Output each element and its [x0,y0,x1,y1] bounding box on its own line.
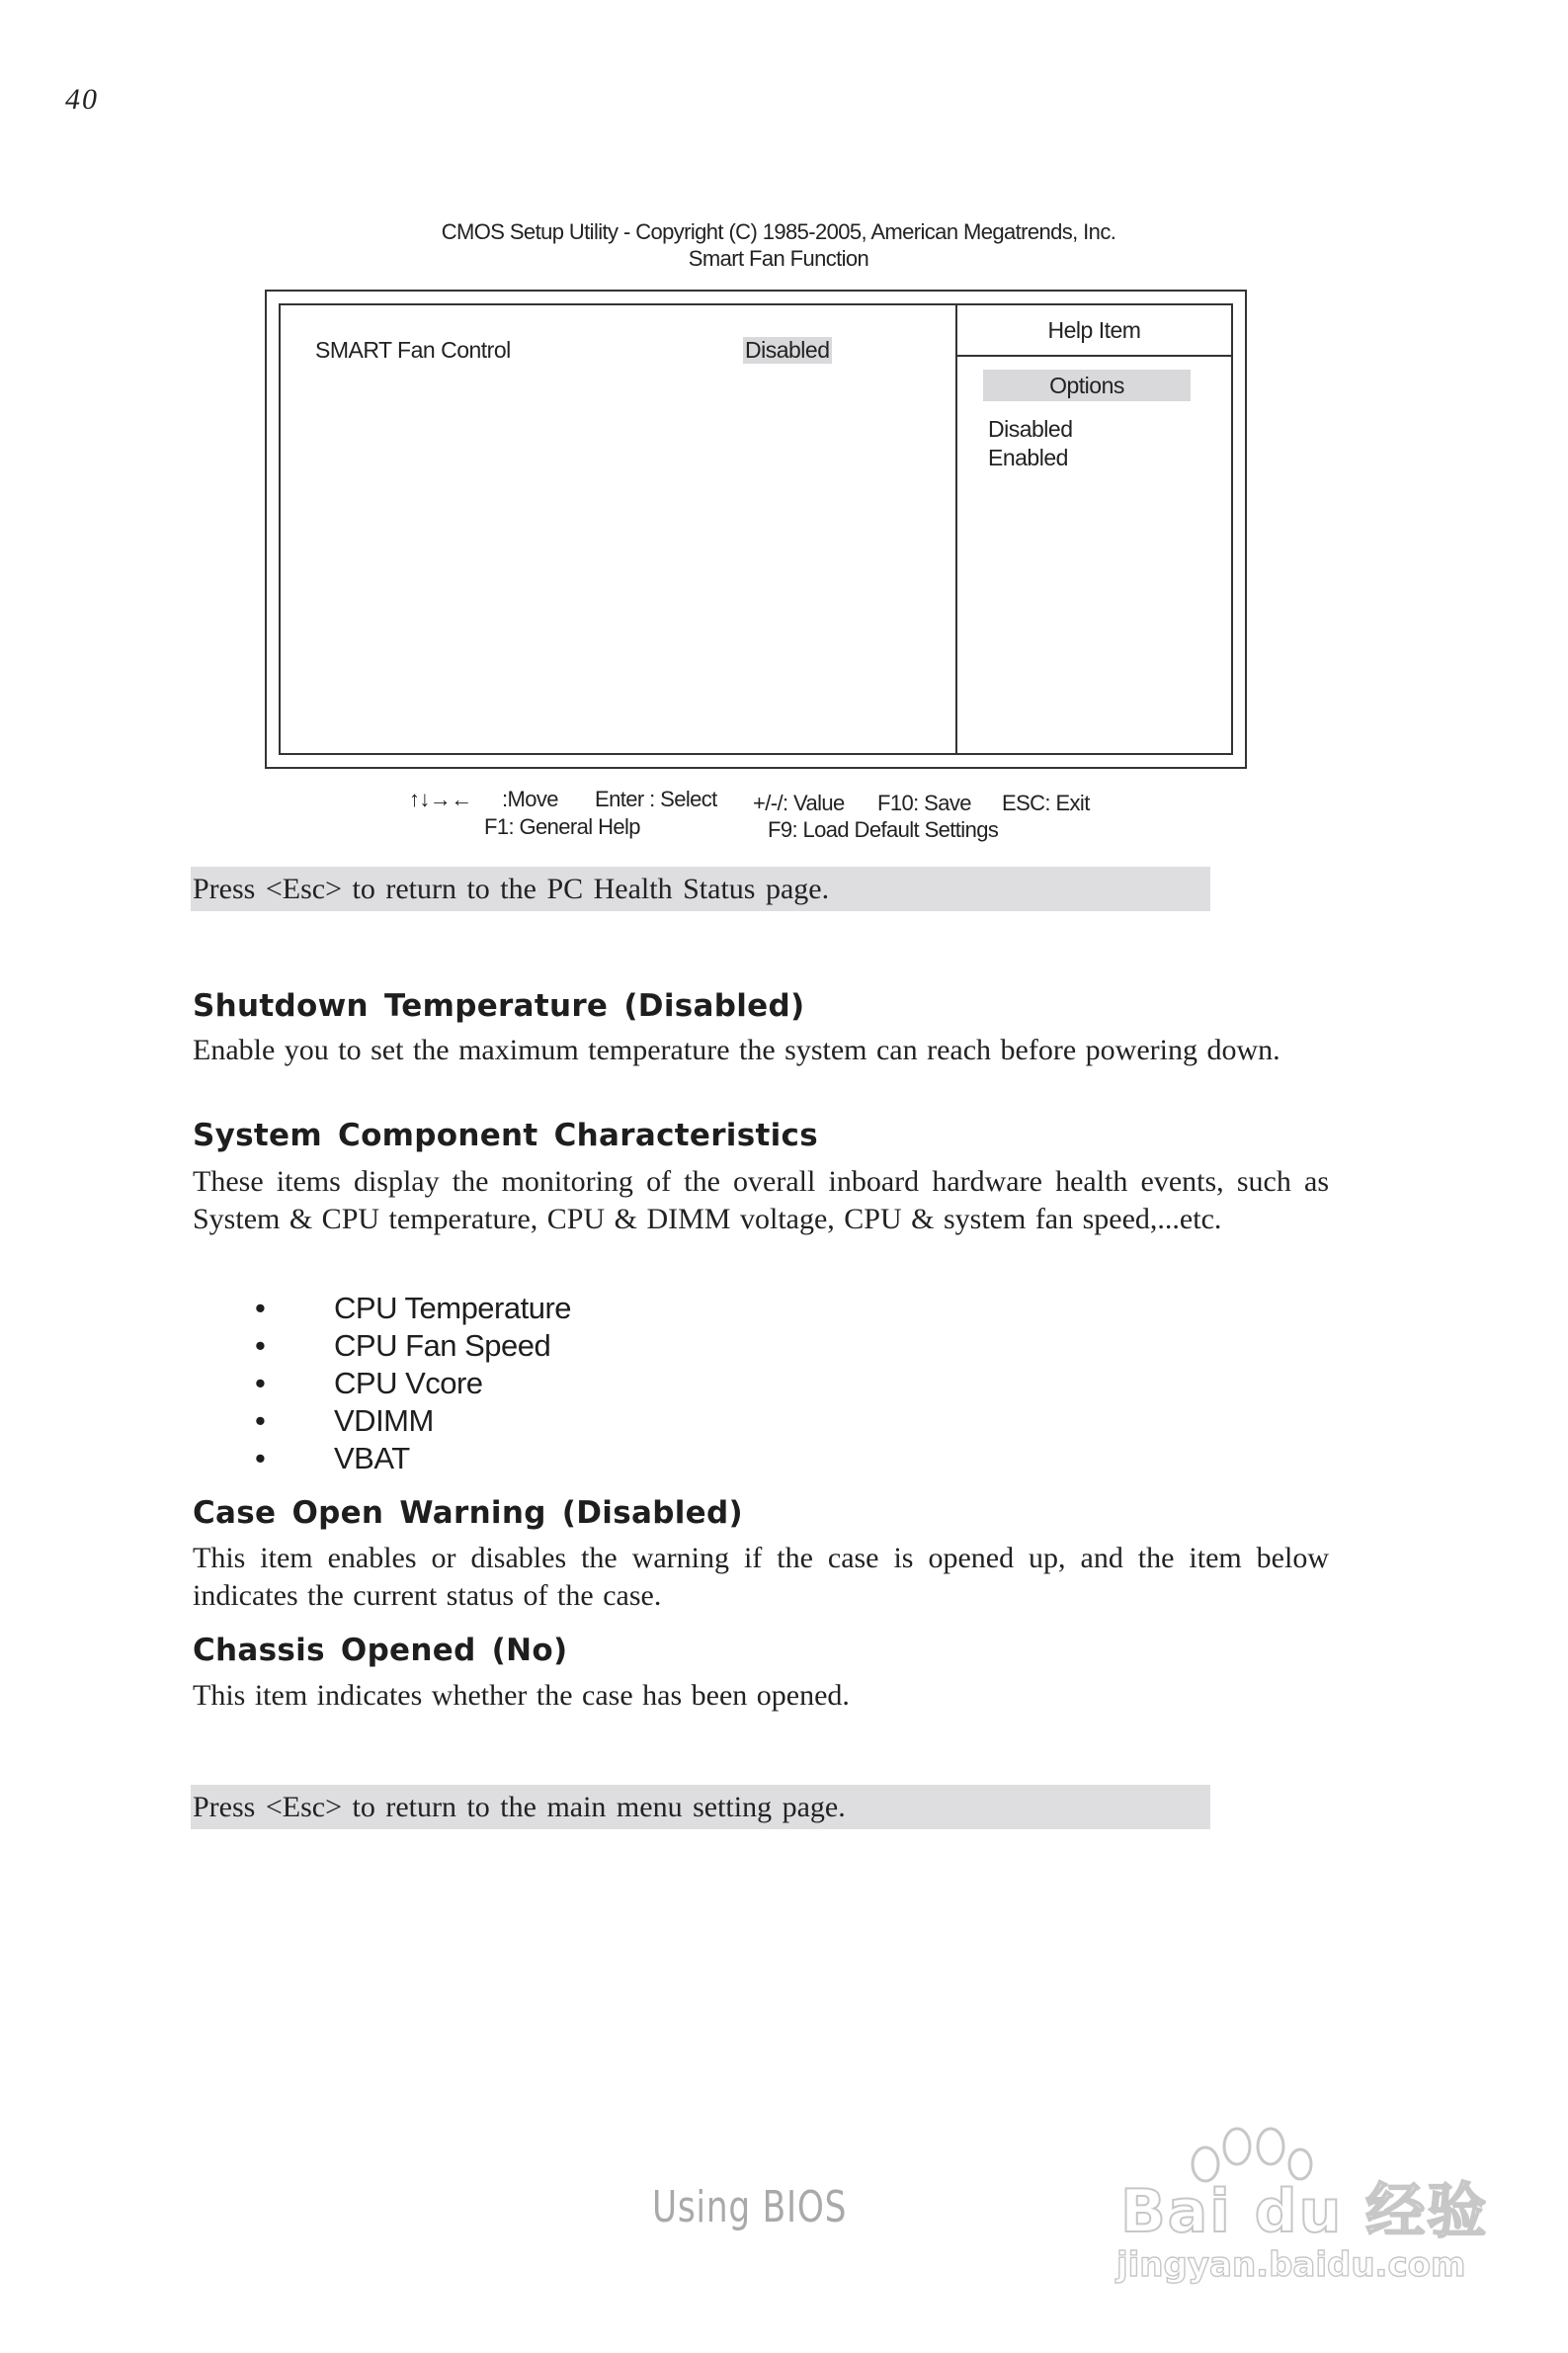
options-header: Options [983,370,1191,401]
bullet-icon: • [255,1328,266,1363]
para-shutdown-temperature: Enable you to set the maximum temperature the system can reach before powering down. [193,1034,1280,1066]
bullet-icon: • [255,1366,266,1400]
heading-case-open-warning: Case Open Warning (Disabled) [193,1495,743,1531]
help-item-header: Help Item [957,305,1231,357]
option-enabled[interactable]: Enabled [988,445,1068,470]
bios-panel-divider [955,305,957,753]
watermark-url: jingyan.baidu.com [1116,2245,1466,2285]
list-item-label: CPU Vcore [334,1366,483,1400]
bios-screen [279,303,1233,755]
footer-section-title: Using BIOS [652,2182,848,2232]
bios-title: CMOS Setup Utility - Copyright (C) 1985-2005, American Megatrends, Inc. [441,219,1116,244]
key-move: :Move [502,787,558,811]
key-value: +/-/: Value [753,791,845,815]
heading-system-component: System Component Characteristics [193,1118,818,1153]
heading-chassis-opened: Chassis Opened (No) [193,1633,568,1668]
bullet-icon: • [255,1291,266,1325]
key-load-defaults: F9: Load Default Settings [768,817,999,842]
key-enter-select: Enter : Select [595,787,717,811]
bios-subtitle: Smart Fan Function [688,246,869,271]
esc-note-health: Press <Esc> to return to the PC Health Status page. [191,867,1210,911]
option-disabled[interactable]: Disabled [988,416,1073,442]
baidu-watermark [1116,2125,1492,2303]
list-item-label: VBAT [334,1441,410,1475]
smart-fan-control-value[interactable]: Disabled [745,337,830,363]
esc-note-main-menu: Press <Esc> to return to the main menu setting page. [191,1785,1210,1829]
list-item-label: VDIMM [334,1403,434,1438]
para-system-component: These items display the monitoring of the overall inboard hardware health events, such as System & CPU temperature, CPU & DIMM voltage, CPU & system fan speed,...etc. [193,1165,1329,1235]
smart-fan-control-label: SMART Fan Control [315,337,511,363]
bios-screen-frame [265,290,1247,769]
bullet-icon: • [255,1403,266,1438]
list-item-label: CPU Temperature [334,1291,572,1325]
para-case-open-warning: This item enables or disables the warning if the case is opened up, and the item below indicates the current status of the case. [193,1542,1329,1612]
arrow-keys-icon: ↑↓→← [409,787,472,811]
list-item-label: CPU Fan Speed [334,1328,551,1363]
page-number: 40 [65,83,99,116]
bullet-icon: • [255,1441,266,1475]
heading-shutdown-temperature: Shutdown Temperature (Disabled) [193,988,805,1024]
watermark-brand: Bai du 经验 [1120,2177,1489,2246]
key-save: F10: Save [877,791,971,815]
para-chassis-opened: This item indicates whether the case has been opened. [193,1679,850,1712]
key-exit: ESC: Exit [1002,791,1090,815]
key-general-help: F1: General Help [484,814,640,839]
